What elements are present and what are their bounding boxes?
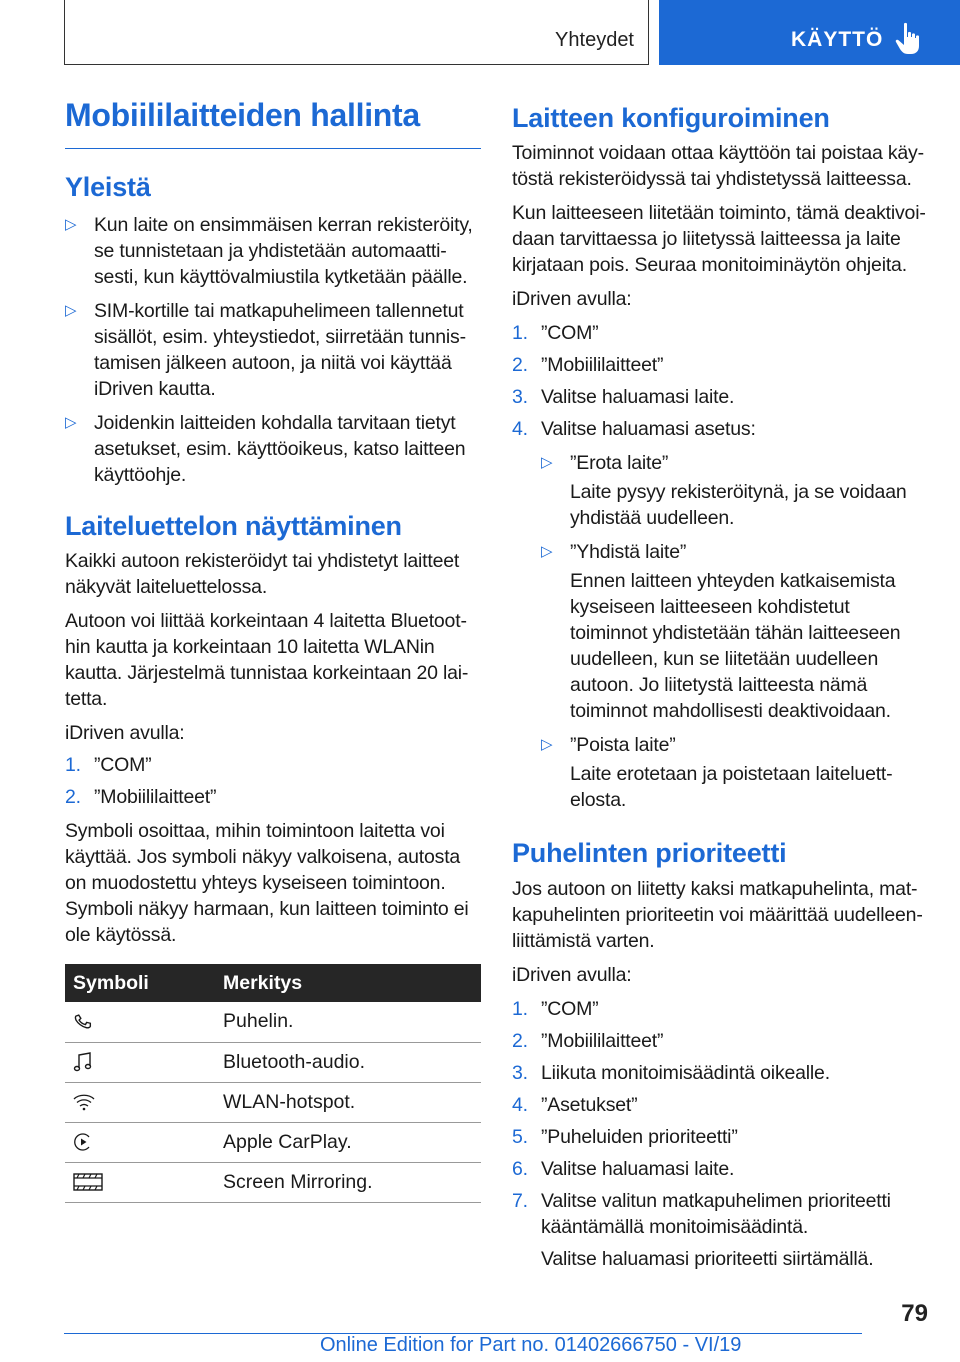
paragraph: Kaikki autoon rekisteröidyt tai yhdistetyt laitteet näkyvät laiteluettelossa. bbox=[65, 550, 460, 599]
table-row bbox=[65, 1082, 481, 1122]
footer-edition: Online Edition for Part no. 01402666750 - VI/19 bbox=[320, 1334, 742, 1356]
table-cell-meaning: Screen Mirroring. bbox=[215, 1162, 481, 1202]
paragraph: iDriven avulla: bbox=[512, 963, 632, 986]
list-item: 2. ”Mobiililaitteet” bbox=[512, 1029, 664, 1052]
list-item: ▷ SIM-kortille tai matkapuhelimeen tallennetut sisällöt, esim. yhteystiedot, siirretään tunnistamisen jälkeen autoon, ja niitä voi käyttää iDriven kautta. bbox=[65, 299, 467, 400]
table-cell-meaning: Puhelin. bbox=[215, 1002, 481, 1042]
page-title: Mobiililaitteiden hallinta bbox=[65, 97, 420, 133]
pointing-hand-icon bbox=[895, 22, 925, 56]
heading-configuration: Laitteen konfiguroiminen bbox=[512, 103, 830, 133]
list-item: ▷ Kun laite on ensimmäisen kerran rekisteröity, se tunnistetaan ja yhdistetään automaattisesti, kun käyttövalmiustila kytketään päälle. bbox=[65, 213, 473, 288]
column-header-symbol: Symboli bbox=[65, 964, 215, 1002]
general-bullet-list bbox=[65, 212, 481, 488]
title-rule bbox=[65, 148, 481, 149]
table-cell-meaning: Apple CarPlay. bbox=[215, 1122, 481, 1162]
steps-list bbox=[65, 752, 481, 810]
list-item: 1. ”COM” bbox=[512, 997, 599, 1020]
options-list bbox=[541, 450, 926, 813]
header-chapter-title: KÄYTTÖ bbox=[791, 28, 884, 51]
table-header-row bbox=[65, 964, 481, 1002]
list-item: 4. ”Asetukset” bbox=[512, 1093, 638, 1116]
header-chapter-tab bbox=[659, 0, 960, 65]
table-cell-meaning: WLAN-hotspot. bbox=[215, 1082, 481, 1122]
paragraph: iDriven avulla: bbox=[512, 288, 632, 311]
table-cell-meaning: Bluetooth-audio. bbox=[215, 1042, 481, 1082]
list-item: 1. ”COM” bbox=[65, 754, 152, 777]
list-item: 6. Valitse haluamasi laite. bbox=[512, 1157, 735, 1180]
table-row bbox=[65, 1042, 481, 1082]
table-row bbox=[65, 1002, 481, 1042]
list-item: 3. Valitse haluamasi laite. bbox=[512, 386, 735, 409]
table-row bbox=[65, 1162, 481, 1202]
list-item: 4. Valitse haluamasi asetus: ▷ ”Erota laite” Laite pysyy rekisteröitynä, ja se voidaan yhdistää uudelleen. ▷ ”Yhdistä laite” Ennen laitteen yhteyden katkaisemista kyseiseen laitteeseen kohdistetut toiminnot yhdistetään tähän laitteeseen uudelleen, kun se liitetään uudelleen autoon. Jo liitetystä laitteesta nämä toiminnot mahdollisesti deaktivoidaan. ▷ ”Poista laite” Laite erotetaan ja poistetaan laiteluettelosta. bbox=[512, 416, 926, 813]
paragraph: Toiminnot voidaan ottaa käyttöön tai poistaa käytöstä rekisteröidyssä tai yhdistetyssä laitteessa. bbox=[512, 142, 925, 191]
paragraph: Kun laitteeseen liitetään toiminto, tämä deaktivoidaan tarvittaessa jo liitetyssä laitteessa ja laite kirjataan pois. Seuraa monitoiminäytön ohjeita. bbox=[512, 202, 926, 277]
right-column bbox=[512, 102, 926, 1272]
heading-general: Yleistä bbox=[65, 172, 151, 203]
screen-mirroring-icon bbox=[73, 1172, 103, 1192]
header-section-box bbox=[64, 0, 649, 65]
symbol-table bbox=[65, 964, 481, 1203]
list-item: ▷ Joidenkin laitteiden kohdalla tarvitaan tietyt asetukset, esim. käyttöoikeus, katso laitteen käyttöohje. bbox=[65, 411, 466, 486]
list-item: 1. ”COM” bbox=[512, 322, 599, 345]
list-item: 3. Liikuta monitoimisäädintä oikealle. bbox=[512, 1061, 830, 1084]
list-item: ▷ ”Erota laite” Laite pysyy rekisteröitynä, ja se voidaan yhdistää uudelleen. bbox=[541, 452, 907, 530]
column-header-meaning: Merkitys bbox=[215, 964, 481, 1002]
config-steps-list bbox=[512, 320, 926, 813]
triangle-bullet-icon: ▷ bbox=[541, 736, 553, 754]
triangle-bullet-icon: ▷ bbox=[65, 413, 77, 431]
list-item: 2. ”Mobiililaitteet” bbox=[512, 354, 664, 377]
triangle-bullet-icon: ▷ bbox=[65, 215, 77, 233]
list-item: 7. Valitse valitun matkapuhelimen prioriteetti kääntämällä monitoimisäädintä. Valitse haluamasi prioriteetti siirtämällä. bbox=[512, 1189, 891, 1270]
list-item: ▷ ”Poista laite” Laite erotetaan ja poistetaan laiteluettelosta. bbox=[541, 734, 893, 812]
table-row bbox=[65, 1122, 481, 1162]
triangle-bullet-icon: ▷ bbox=[65, 301, 77, 319]
priority-steps-list bbox=[512, 996, 926, 1272]
page-number: 79 bbox=[901, 1300, 928, 1327]
list-item: 2. ”Mobiililaitteet” bbox=[65, 786, 217, 809]
left-column bbox=[65, 96, 481, 1203]
heading-device-list: Laiteluettelon näyttäminen bbox=[65, 510, 402, 541]
music-note-icon bbox=[73, 1051, 93, 1073]
carplay-icon bbox=[73, 1132, 93, 1152]
heading-phone-priority: Puhelinten prioriteetti bbox=[512, 838, 787, 869]
paragraph: Symboli osoittaa, mihin toimintoon laitetta voi käyttää. Jos symboli näkyy valkoisena, autosta on muodostettu yhteys kyseiseen toimintoon. Symboli näkyy harmaan, kun laitteen toiminto ei ole käytössä. bbox=[65, 820, 469, 947]
triangle-bullet-icon: ▷ bbox=[541, 454, 553, 472]
paragraph: Autoon voi liittää korkeintaan 4 laitetta Bluetoothin kautta ja korkeintaan 10 laitetta WLANin kautta. Järjestelmä tunnistaa korkeintaan 20 laitetta. bbox=[65, 610, 469, 711]
triangle-bullet-icon: ▷ bbox=[541, 543, 553, 561]
wifi-icon bbox=[73, 1092, 95, 1112]
paragraph: iDriven avulla: bbox=[65, 722, 185, 745]
list-item: ▷ ”Yhdistä laite” Ennen laitteen yhteyden katkaisemista kyseiseen laitteeseen kohdistetut toiminnot yhdistetään tähän laitteeseen uudelleen, kun se liitetään uudelleen autoon. Jo liitetystä laitteesta nämä toiminnot mahdollisesti deaktivoidaan. bbox=[541, 541, 901, 723]
list-item: 5. ”Puheluiden prioriteetti” bbox=[512, 1125, 738, 1148]
header-section-title: Yhteydet bbox=[555, 29, 634, 51]
paragraph: Jos autoon on liitetty kaksi matkapuhelinta, matkapuhelinten prioriteetin voi määrittää uudelleenliittämistä varten. bbox=[512, 877, 923, 952]
phone-icon bbox=[73, 1012, 93, 1032]
